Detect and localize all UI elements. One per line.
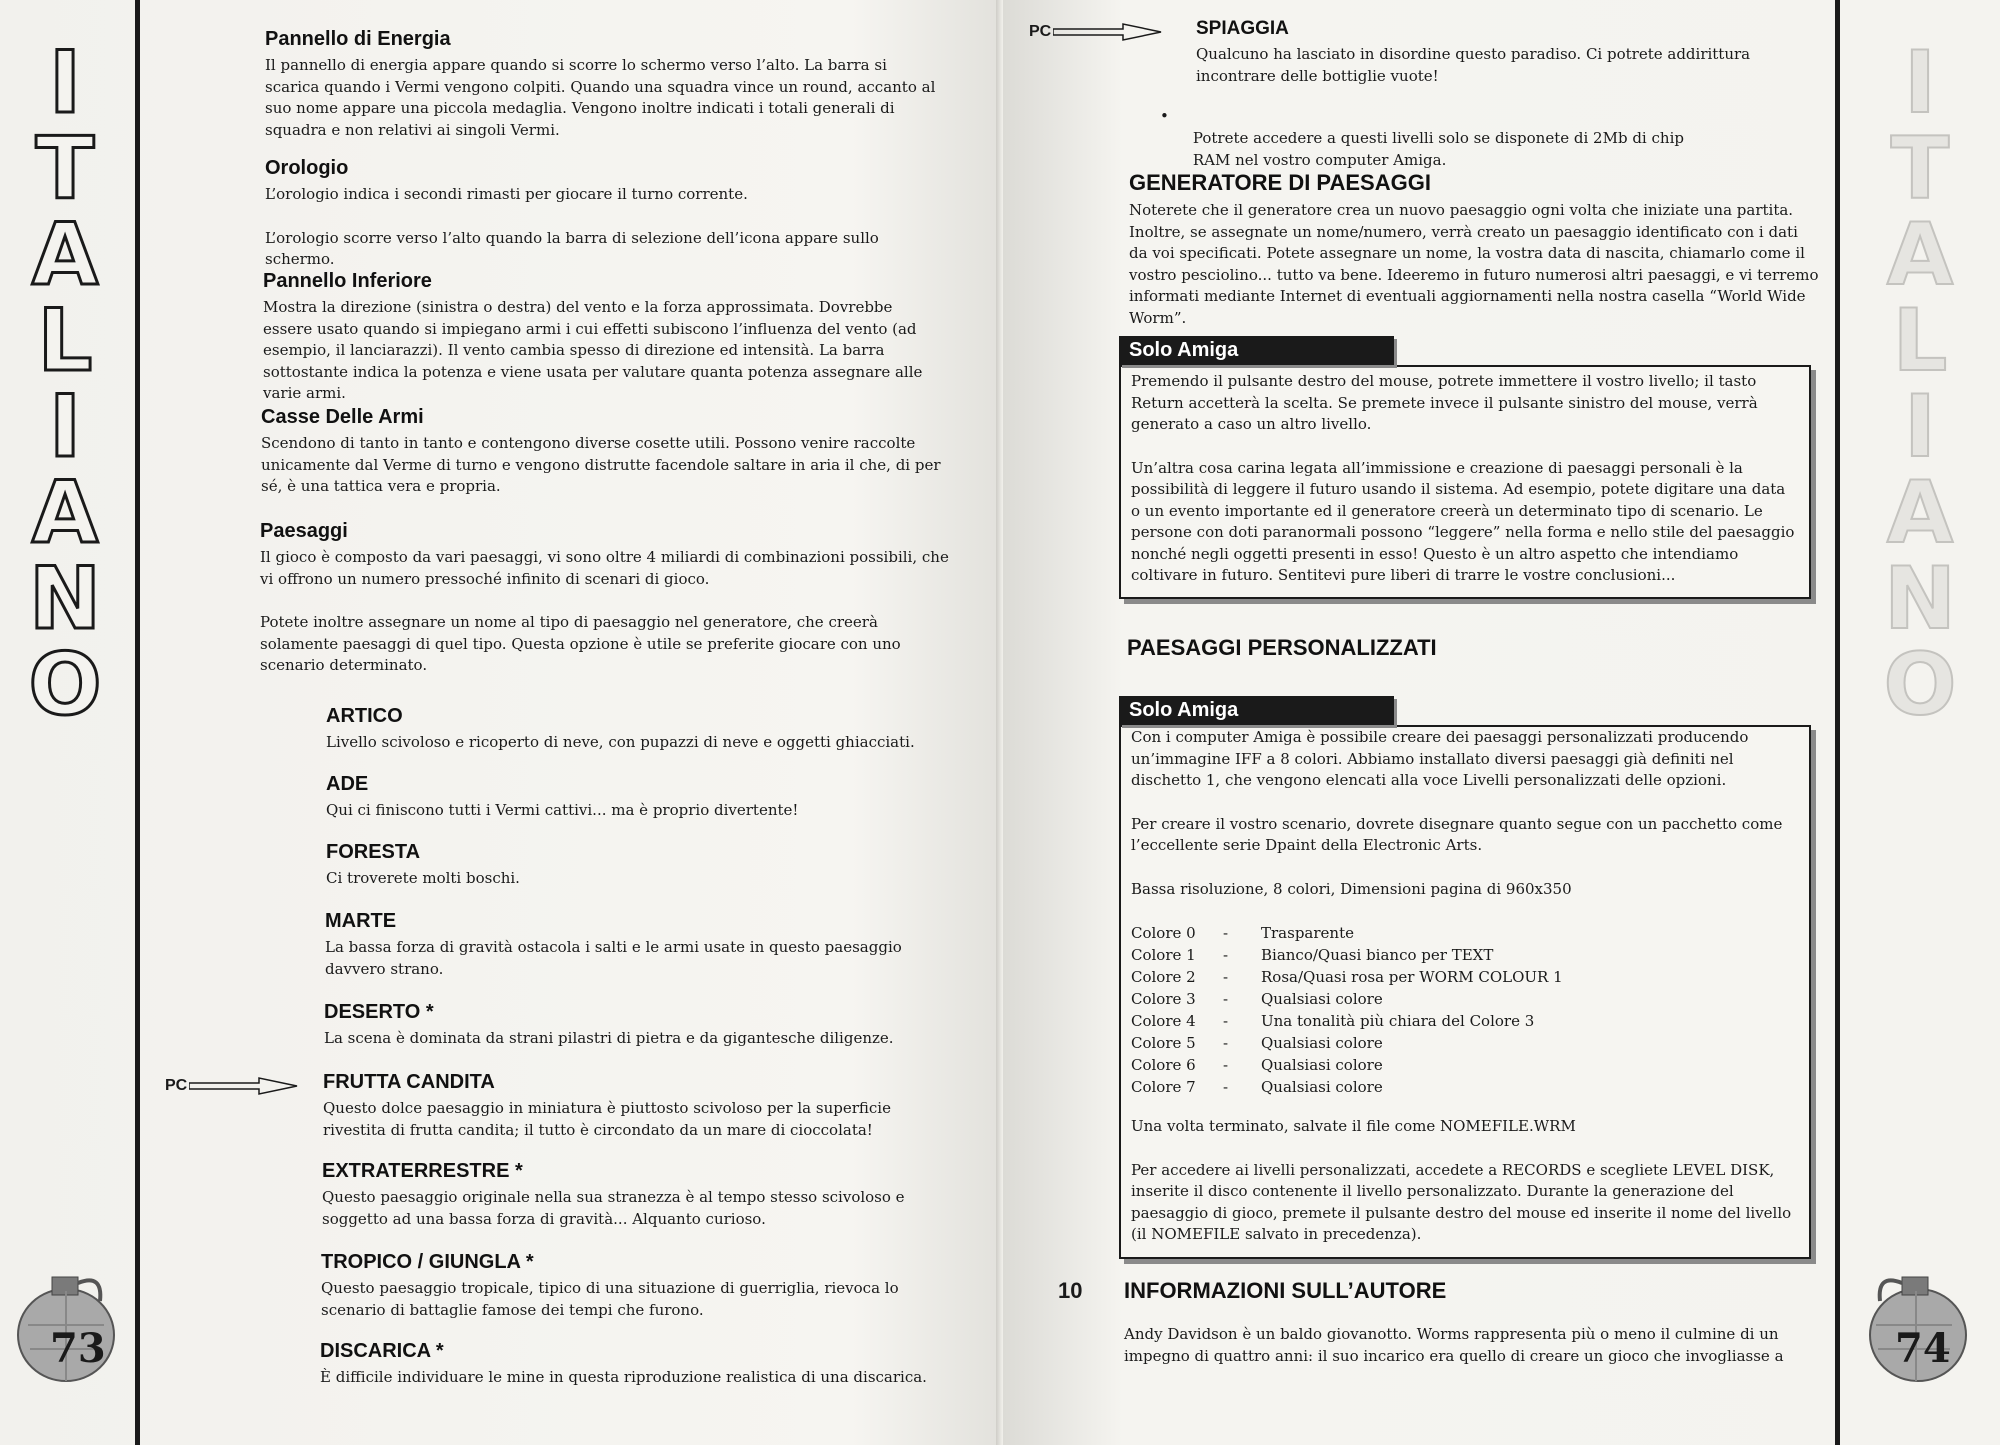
landscape-text: Questo dolce paesaggio in miniatura è piuttosto scivoloso per la superficie rivestita di frutta candita; il tutto è circondato da un mare di cioccolata! xyxy=(323,1099,891,1139)
side-letter: O xyxy=(28,635,102,735)
color-table xyxy=(1131,922,1563,1098)
box-text: Per creare il vostro scenario, dovrete disegnare quanto segue con un pacchetto come l’eccellente serie Dpaint della Electronic Arts. xyxy=(1131,814,1783,854)
side-letter: A xyxy=(1886,205,1954,305)
landscape-title: FRUTTA CANDITA xyxy=(323,1071,495,1093)
section-text: Scendono di tanto in tanto e contengono diverse cosette utili. Possono venire raccolte unicamente dal Verme di turno e vengono distrutte facendole saltare in aria il che, di per sé, è una tattica vera e propria. xyxy=(261,434,941,495)
color-name: Colore 1 xyxy=(1131,946,1196,964)
box-text: Con i computer Amiga è possibile creare dei paesaggi personalizzati producendo un’immagine IFF a 8 colori. Abbiamo installato diversi paesaggi già definiti nel dischetto 1, che vengono elencati alla voce Livelli personalizzati delle opzioni. xyxy=(1131,728,1749,789)
solo-amiga-tab: Solo Amiga xyxy=(1119,696,1394,725)
side-letter: N xyxy=(29,549,101,649)
landscape-artico xyxy=(326,705,946,754)
landscape-extraterrestre xyxy=(322,1160,942,1230)
color-desc: Rosa/Quasi rosa per WORM COLOUR 1 xyxy=(1261,968,1563,986)
color-row xyxy=(1131,1032,1563,1054)
landscape-title: SPIAGGIA xyxy=(1196,18,1289,39)
side-letter: O xyxy=(1883,635,1957,735)
landscape-title: ARTICO xyxy=(326,705,403,727)
landscape-title: FORESTA xyxy=(326,841,421,863)
side-letter: A xyxy=(1886,463,1954,563)
color-name: Colore 7 xyxy=(1131,1078,1196,1096)
access-text: Per accedere ai livelli personalizzati, accedete a RECORDS e scegliete LEVEL DISK, inserite il disco contenente il livello personalizzato. Durante la generazione del paesaggio di gioco, premete il pulsante destro del mouse ed inserite il nome del livello (il NOMEFILE salvato in precedenza). xyxy=(1131,1160,1792,1243)
ram-note-text: Potrete accedere a questi livelli solo se disponete di 2Mb di chip RAM nel vostro computer Amiga. xyxy=(1192,129,1684,169)
section-text: Mostra la direzione (sinistra o destra) del vento e la forza approssimata. Dovrebbe essere usato quando si impiegano armi i cui effetti subiscono l’influenza del vento (ad esempio, il lanciarazzi). Il vento cambia spesso di direzione ed intensità. La barra sottostante indica la potenza e viene usata per valutare quanta potenza assegnare alle varie armi. xyxy=(263,298,923,402)
landscape-ade xyxy=(326,773,946,822)
section-title: Paesaggi xyxy=(260,520,348,542)
section-text: Noterete che il generatore crea un nuovo paesaggio ogni volta che iniziate una partita. Inoltre, se assegnate un nome/numero, verrà creato un paesaggio identificato con i dati da voi specificati. Potete assegnare un nome, la vostra data di nascita, chiamarlo come il vostro pesciolino... tutto va bene. Ideeremo in futuro numerosi altri paesaggi, e vi terremo informati mediante Internet di eventuali aggiornamenti nella nostra casella “World Wide Worm”. xyxy=(1129,201,1819,327)
side-letter: L xyxy=(37,291,93,391)
landscape-deserto xyxy=(324,1001,944,1050)
color-row xyxy=(1131,966,1563,988)
color-dash: - xyxy=(1223,1078,1229,1096)
color-desc: Una tonalità più chiara del Colore 3 xyxy=(1261,1012,1535,1030)
side-letter: T xyxy=(35,119,95,219)
pc-label: PC xyxy=(1029,23,1052,40)
solo-amiga-tab: Solo Amiga xyxy=(1119,336,1394,365)
landscape-title: ADE xyxy=(326,773,369,795)
side-letter: A xyxy=(31,205,99,305)
color-dash: - xyxy=(1223,924,1229,942)
color-row xyxy=(1131,944,1563,966)
landscape-foresta xyxy=(326,841,946,890)
right-page xyxy=(1003,0,2000,1445)
section-number: 10 xyxy=(1058,1278,1083,1303)
box-text: Un’altra cosa carina legata all’immissione e creazione di paesaggi personali è la possibilità di leggere il futuro usando il sistema. Ad esempio, potete digitare una data o un evento importante ed il generatore creerà un determinato tipo di scenario. Le persone con doti paranormali possono “leggere” nella forma e nello stile del paesaggio nonché negli oggetti presenti in esso! Questo è un altro aspetto che intendiamo coltivare in futuro. Sentitevi pure liberi di trarre le vostre conclusioni... xyxy=(1131,458,1795,584)
landscape-text: Questo paesaggio tropicale, tipico di una situazione di guerriglia, rievoca lo scenario di battaglie famose dei tempi che furono. xyxy=(321,1279,899,1319)
side-letter: I xyxy=(1904,33,1936,133)
color-name: Colore 6 xyxy=(1131,1056,1196,1074)
color-name: Colore 0 xyxy=(1131,924,1196,942)
landscape-title: TROPICO / GIUNGLA * xyxy=(321,1251,534,1273)
arrow-right-icon xyxy=(1053,22,1163,42)
side-letter: I xyxy=(49,33,81,133)
color-desc: Trasparente xyxy=(1261,924,1354,942)
color-row xyxy=(1131,922,1563,944)
resolution-text: Bassa risoluzione, 8 colori, Dimensioni pagina di 960x350 xyxy=(1131,879,1572,898)
section-text: Potete inoltre assegnare un nome al tipo di paesaggio nel generatore, che creerà solamente paesaggi di quel tipo. Questa opzione è utile se preferite giocare con uno scenario determinato. xyxy=(260,613,901,674)
section-title: Pannello di Energia xyxy=(265,28,451,50)
pc-marker xyxy=(165,1076,299,1096)
color-row xyxy=(1131,1054,1563,1076)
landscape-text: La bassa forza di gravità ostacola i salti e le armi usate in questo paesaggio davvero strano. xyxy=(325,938,902,978)
landscape-text: La scena è dominata da strani pilastri di pietra e da gigantesche diligenze. xyxy=(324,1029,894,1047)
landscape-text: Qualcuno ha lasciato in disordine questo paradiso. Ci potrete addirittura incontrare delle bottiglie vuote! xyxy=(1196,45,1751,85)
section-pannello-inferiore xyxy=(263,270,943,405)
color-desc: Qualsiasi colore xyxy=(1261,1078,1383,1096)
landscape-marte xyxy=(325,910,945,980)
section-title: Orologio xyxy=(265,157,349,179)
section-text: L’orologio indica i secondi rimasti per giocare il turno corrente. xyxy=(265,185,748,203)
side-letter: A xyxy=(31,463,99,563)
color-name: Colore 2 xyxy=(1131,968,1196,986)
landscape-frutta-candita xyxy=(323,1071,943,1141)
section-title: Casse Delle Armi xyxy=(261,406,424,428)
landscape-title: DISCARICA * xyxy=(320,1340,444,1362)
landscape-text: È difficile individuare le mine in questa riproduzione realistica di una discarica. xyxy=(320,1368,927,1386)
arrow-right-icon xyxy=(189,1076,299,1096)
pc-marker xyxy=(1029,22,1163,42)
landscape-discarica xyxy=(320,1340,940,1389)
color-dash: - xyxy=(1223,990,1229,1008)
section-text: Il pannello di energia appare quando si scorre lo schermo verso l’alto. La barra si scarica quando i Vermi vengono colpiti. Quando una squadra vince un round, accanto al suo nome appare una piccola medaglia. Vengono inoltre indicati i totali generali di squadra e non relativi ai singoli Vermi. xyxy=(265,56,936,139)
landscape-text: Ci troverete molti boschi. xyxy=(326,869,520,887)
solo-amiga-box-1 xyxy=(1119,365,1811,599)
color-name: Colore 4 xyxy=(1131,1012,1196,1030)
section-pannello-energia xyxy=(265,28,945,141)
section-autore xyxy=(1124,1278,1814,1367)
landscape-title: EXTRATERRESTRE * xyxy=(322,1160,523,1182)
color-dash: - xyxy=(1223,1056,1229,1074)
color-desc: Qualsiasi colore xyxy=(1261,990,1383,1008)
page-number-73: 73 xyxy=(50,1325,106,1372)
landscape-text: Qui ci finiscono tutti i Vermi cattivi... ma è proprio divertente! xyxy=(326,801,799,819)
side-word-italiano xyxy=(0,33,130,735)
left-side-strip xyxy=(0,0,140,1445)
color-desc: Bianco/Quasi bianco per TEXT xyxy=(1261,946,1494,964)
landscape-tropico-giungla xyxy=(321,1251,941,1321)
side-letter: N xyxy=(1884,549,1956,649)
section-casse-armi xyxy=(261,406,945,498)
side-letter: T xyxy=(1890,119,1950,219)
pc-label: PC xyxy=(165,1077,188,1094)
right-side-strip xyxy=(1835,0,2000,1445)
color-row xyxy=(1131,1076,1563,1098)
section-text: L’orologio scorre verso l’alto quando la barra di selezione dell’icona appare sullo schermo. xyxy=(265,228,879,268)
section-paesaggi xyxy=(260,520,950,677)
section-title: GENERATORE DI PAESAGGI xyxy=(1129,170,1431,195)
color-dash: - xyxy=(1223,1034,1229,1052)
color-dash: - xyxy=(1223,1012,1229,1030)
solo-amiga-box-2 xyxy=(1119,725,1811,1259)
save-text: Una volta terminato, salvate il file come NOMEFILE.WRM xyxy=(1131,1117,1576,1135)
page-number-74: 74 xyxy=(1895,1325,1951,1372)
ram-note xyxy=(1160,106,1810,171)
section-text: Andy Davidson è un baldo giovanotto. Worms rappresenta più o meno il culmine di un impegno di quattro anni: il suo incarico era quello di creare un gioco che invogliasse a xyxy=(1124,1325,1784,1365)
section-orologio xyxy=(265,157,945,271)
color-desc: Qualsiasi colore xyxy=(1261,1056,1383,1074)
section-title: INFORMAZIONI SULL’AUTORE xyxy=(1124,1278,1447,1303)
side-letter: I xyxy=(49,377,81,477)
landscape-text: Livello scivoloso e ricoperto di neve, con pupazzi di neve e oggetti ghiacciati. xyxy=(326,733,915,751)
color-dash: - xyxy=(1223,968,1229,986)
landscape-text: Questo paesaggio originale nella sua stranezza è al tempo stesso scivoloso e soggetto ad una bassa forza di gravità... Alquanto curioso. xyxy=(322,1188,905,1228)
side-letter: I xyxy=(1904,377,1936,477)
section-title-personalizzati: PAESAGGI PERSONALIZZATI xyxy=(1127,635,1437,660)
color-name: Colore 3 xyxy=(1131,990,1196,1008)
side-word-italiano-faded xyxy=(1840,33,2000,735)
landscape-title: MARTE xyxy=(325,910,397,932)
color-dash: - xyxy=(1223,946,1229,964)
color-name: Colore 5 xyxy=(1131,1034,1196,1052)
box-text: Premendo il pulsante destro del mouse, potrete immettere il vostro livello; il tasto Return accetterà la scelta. Se premete invece il pulsante sinistro del mouse, verrà generato a caso un altro livello. xyxy=(1131,372,1758,433)
color-row xyxy=(1131,988,1563,1010)
landscape-spiaggia xyxy=(1196,18,1816,87)
color-desc: Qualsiasi colore xyxy=(1261,1034,1383,1052)
side-letter: L xyxy=(1892,291,1948,391)
color-row xyxy=(1131,1010,1563,1032)
section-text: Il gioco è composto da vari paesaggi, vi sono oltre 4 miliardi di combinazioni possibili, che vi offrono un numero pressoché infinito di scenari di gioco. xyxy=(260,548,949,588)
bullet-icon: • xyxy=(1160,107,1169,125)
section-generatore xyxy=(1129,170,1819,329)
landscape-title: DESERTO * xyxy=(324,1001,434,1023)
section-title: Pannello Inferiore xyxy=(263,270,432,292)
